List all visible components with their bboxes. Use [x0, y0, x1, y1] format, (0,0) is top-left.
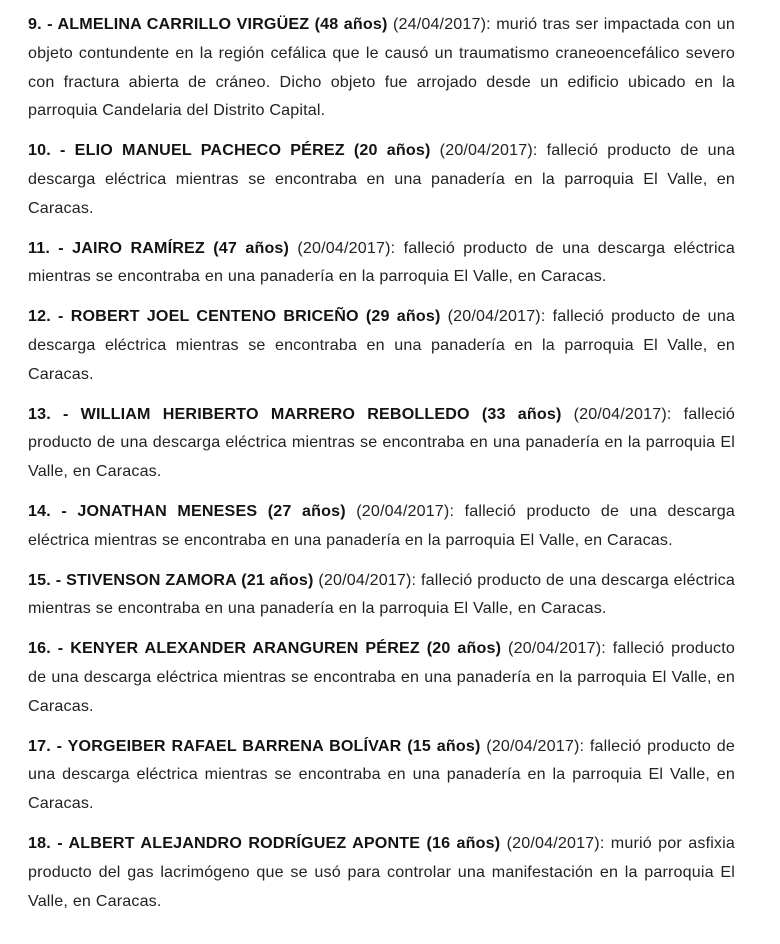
victim-description: (20/04/2017): falleció producto de una descarga eléctrica mientras se encontraba en una panadería en la parroquia El Valle, en Caracas. [28, 404, 735, 481]
victim-entry [28, 302, 735, 388]
victim-description: (20/04/2017): falleció producto de una descarga eléctrica mientras se encontraba en una panadería en la parroquia El Valle, en Caracas. [28, 141, 735, 217]
victim-description: (20/04/2017): falleció producto de una descarga eléctrica mientras se encontraba en una panadería en la parroquia El Valle, en Caracas. [28, 238, 735, 286]
victim-entry [28, 400, 735, 486]
victim-name-heading: 12. - ROBERT JOEL CENTENO BRICEÑO (29 años) [28, 307, 441, 326]
victim-name-heading: 18. - ALBERT ALEJANDRO RODRÍGUEZ APONTE (16 años) [28, 833, 501, 852]
victim-entry [28, 136, 735, 222]
victim-entry [28, 497, 735, 555]
victim-description: (20/04/2017): murió por asfixia producto del gas lacrimógeno que se usó para controlar una manifestación en la parroquia El Valle, en Caracas. [28, 833, 735, 910]
victim-description: (20/04/2017): falleció producto de una descarga eléctrica mientras se encontraba en una panadería en la parroquia El Valle, en Caracas. [28, 307, 735, 383]
victim-description: (20/04/2017): falleció producto de una descarga eléctrica mientras se encontraba en una panadería en la parroquia El Valle, en Caracas. [28, 570, 735, 618]
victim-entry [28, 10, 735, 125]
victim-name-heading: 10. - ELIO MANUEL PACHECO PÉREZ (20 años) [28, 141, 431, 160]
victim-entry [28, 732, 735, 818]
victim-name-heading: 14. - JONATHAN MENESES (27 años) [28, 501, 346, 520]
victim-description: (20/04/2017): falleció producto de una descarga eléctrica mientras se encontraba en una panadería en la parroquia El Valle, en Caracas. [28, 639, 736, 715]
victim-description: (20/04/2017): falleció producto de una descarga eléctrica mientras se encontraba en una panadería en la parroquia El Valle, en Caracas. [28, 501, 735, 549]
victim-name-heading: 11. - JAIRO RAMÍREZ (47 años) [28, 238, 290, 257]
victim-name-heading: 13. - WILLIAM HERIBERTO MARRERO REBOLLEDO (33 años) [28, 404, 562, 423]
victim-description: (20/04/2017): falleció producto de una descarga eléctrica mientras se encontraba en una panadería en la parroquia El Valle, en Caracas. [28, 736, 736, 813]
victim-name-heading: 15. - STIVENSON ZAMORA (21 años) [28, 570, 314, 589]
victim-description: (24/04/2017): murió tras ser impactada con un objeto contundente en la región cefálica que le causó un traumatismo craneoencefálico severo con fractura abierta de cráneo. Dicho objeto fue arrojado desde un edificio ubicado en la parroquia Candelaria del Distrito Capital. [28, 15, 735, 120]
victim-entry [28, 566, 735, 624]
victim-entry [28, 829, 735, 915]
victim-name-heading: 17. - YORGEIBER RAFAEL BARRENA BOLÍVAR (15 años) [28, 736, 481, 755]
victim-name-heading: 9. - ALMELINA CARRILLO VIRGÜEZ (48 años) [28, 15, 388, 33]
victim-entry [28, 634, 735, 720]
victim-entry [28, 234, 735, 292]
victim-name-heading: 16. - KENYER ALEXANDER ARANGUREN PÉREZ (20 años) [28, 639, 502, 658]
entry-list [28, 10, 735, 915]
